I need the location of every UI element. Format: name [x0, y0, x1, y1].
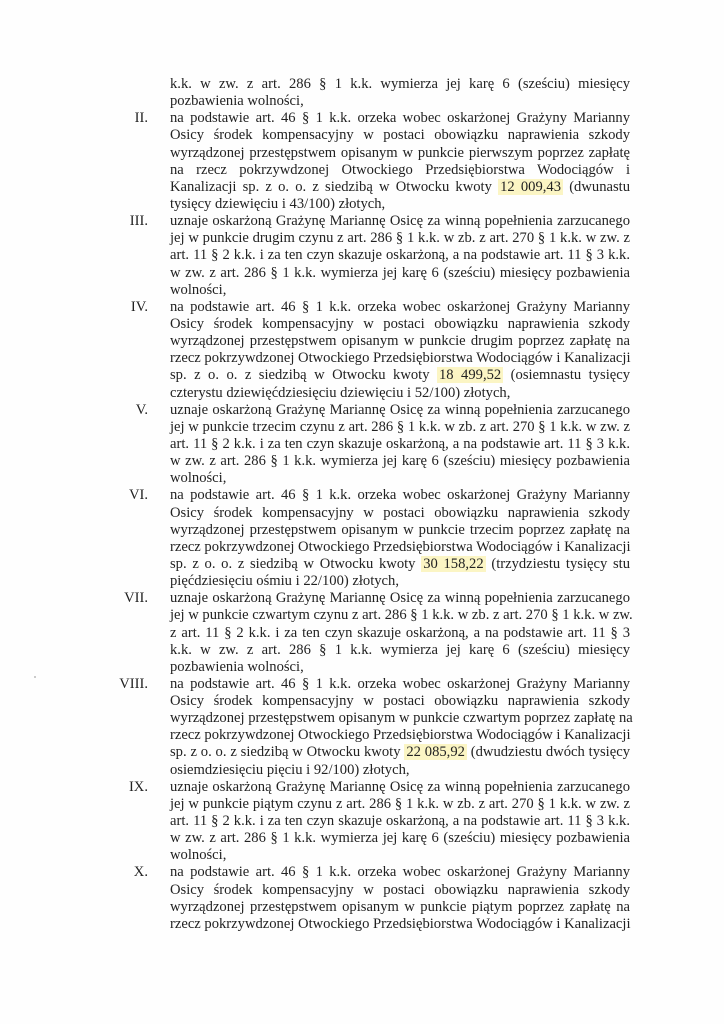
- verdict-list: [0, 76, 724, 933]
- text-line: jej w punkcie czwartym czynu z art. 286 § 1 k.k. w zb. z art. 270 § 1 k.k. w zw.: [170, 607, 633, 624]
- text-line: Kanalizacji sp. z o. o. z siedzibą w Otwocku kwoty 12 009,43 (dwunastu: [170, 178, 630, 195]
- text-line: jej w punkcie trzecim czynu z art. 286 § 1 k.k. w zb. z art. 270 § 1 k.k. w zw. z: [170, 418, 630, 435]
- item-numeral: IX.: [128, 778, 148, 795]
- item-numeral: VIII.: [119, 675, 148, 692]
- text-line: wolności,: [170, 847, 227, 864]
- text-line: czterystu dziewięćdziesięciu dziewięciu i 52/100) złotych,: [170, 384, 511, 401]
- item-numeral: V.: [135, 401, 148, 418]
- text-line: w zw. z art. 286 § 1 k.k. wymierza jej karę 6 (sześciu) miesięcy pozbawienia: [170, 830, 630, 847]
- item-numeral: X.: [133, 864, 148, 881]
- verdict-item-ii: [0, 110, 630, 213]
- text-line: wolności,: [170, 281, 227, 298]
- text-line: pięćdziesięciu ośmiu i 22/100) złotych,: [170, 573, 399, 590]
- verdict-item-ix: [0, 779, 630, 865]
- text-line: k.k. w zw. z art. 286 § 1 k.k. wymierza jej karę 6 (sześciu) miesięcy: [170, 641, 630, 658]
- text-line: osiemdziesięciu pięciu i 92/100) złotych,: [170, 761, 410, 778]
- text-line: na podstawie art. 46 § 1 k.k. orzeka wobec oskarżonej Grażyny Marianny: [170, 864, 630, 881]
- text-line: jej w punkcie piątym czynu z art. 286 § 1 k.k. w zb. z art. 270 § 1 k.k. w zw. z: [170, 795, 630, 812]
- text-line: rzecz pokrzywdzonej Otwockiego Przedsiębiorstwa Wodociągów i Kanalizacji: [170, 350, 631, 367]
- text-line: Osicy środek kompensacyjny w postaci obowiązku naprawienia szkody: [170, 881, 630, 898]
- verdict-item-v: [0, 402, 630, 488]
- text-line: tysięcy dziewięciu i 43/100) złotych,: [170, 195, 386, 212]
- highlighted-amount: 12 009,43: [500, 178, 562, 195]
- text-line: uznaje oskarżoną Grażynę Mariannę Osicę za winną popełnienia zarzucanego: [170, 778, 630, 795]
- verdict-item-iii: [0, 213, 630, 299]
- text-line: Osicy środek kompensacyjny w postaci obowiązku naprawienia szkody: [170, 504, 630, 521]
- text-line: sp. z o. o. z siedzibą w Otwocku kwoty 22 085,92 (dwudziestu dwóch tysięcy: [170, 744, 630, 761]
- text-line: na podstawie art. 46 § 1 k.k. orzeka wobec oskarżonej Grażyny Marianny: [170, 487, 630, 504]
- text-line: uznaje oskarżoną Grażynę Mariannę Osicę za winną popełnienia zarzucanego: [170, 213, 630, 230]
- text-line: wyrządzonej przestępstwem opisanym w punkcie trzecim poprzez zapłatę na: [170, 521, 630, 538]
- text-line: Osicy środek kompensacyjny w postaci obowiązku naprawienia szkody: [170, 315, 630, 332]
- highlighted-amount: 18 499,52: [439, 367, 502, 384]
- text-line: k.k. w zw. z art. 286 § 1 k.k. wymierza jej karę 6 (sześciu) miesięcy: [170, 76, 630, 92]
- text-line: w zw. z art. 286 § 1 k.k. wymierza jej karę 6 (sześciu) miesięcy pozbawienia: [170, 453, 630, 470]
- text-line: rzecz pokrzywdzonej Otwockiego Przedsiębiorstwa Wodociągów i Kanalizacji: [170, 538, 631, 555]
- text-line: art. 11 § 2 k.k. i za ten czyn skazuje oskarżoną, a na podstawie art. 11 § 3 k.k.: [170, 435, 630, 452]
- text-line: z art. 11 § 2 k.k. i za ten czyn skazuje oskarżoną, a na podstawie art. 11 § 3: [170, 624, 630, 641]
- text-line: wyrządzonej przestępstwem opisanym w punkcie pierwszym poprzez zapłatę: [170, 144, 630, 161]
- text-line: na podstawie art. 46 § 1 k.k. orzeka wobec oskarżonej Grażyny Marianny: [170, 110, 630, 127]
- text-line: wolności,: [170, 470, 227, 487]
- highlighted-amount: 30 158,22: [423, 555, 484, 572]
- text-line: uznaje oskarżoną Grażynę Mariannę Osicę za winną popełnienia zarzucanego: [170, 401, 630, 418]
- text-line: sp. z o. o. z siedzibą w Otwocku kwoty 30 158,22 (trzydziestu tysięcy stu: [170, 555, 631, 572]
- item-numeral: VII.: [124, 590, 148, 607]
- verdict-item-continuation: [0, 76, 630, 110]
- text-line: sp. z o. o. z siedzibą w Otwocku kwoty 18 499,52 (osiemnastu tysięcy: [170, 367, 630, 384]
- text-line: w zw. z art. 286 § 1 k.k. wymierza jej karę 6 (sześciu) miesięcy pozbawienia: [170, 264, 630, 281]
- text-line: art. 11 § 2 k.k. i za ten czyn skazuje oskarżoną, a na podstawie art. 11 § 3 k.k.: [170, 813, 630, 830]
- text-line: pozbawienia wolności,: [170, 658, 304, 675]
- highlighted-amount: 22 085,92: [406, 744, 465, 761]
- text-line: rzecz pokrzywdzonej Otwockiego Przedsiębiorstwa Wodociągów i Kanalizacji: [170, 727, 631, 744]
- text-line: wyrządzonej przestępstwem opisanym w punkcie czwartym poprzez zapłatę na: [170, 710, 633, 727]
- item-numeral: III.: [129, 213, 148, 230]
- verdict-item-vii: [0, 590, 633, 676]
- item-numeral: IV.: [130, 298, 148, 315]
- verdict-item-x: [0, 864, 630, 933]
- text-line: jej w punkcie drugim czynu z art. 286 § 1 k.k. w zb. z art. 270 § 1 k.k. w zw. z: [170, 230, 630, 247]
- item-numeral: VI.: [128, 487, 148, 504]
- text-line: na podstawie art. 46 § 1 k.k. orzeka wobec oskarżonej Grażyny Marianny: [170, 298, 630, 315]
- verdict-item-iv: [0, 299, 630, 402]
- text-line: Osicy środek kompensacyjny w postaci obowiązku naprawienia szkody: [170, 693, 630, 710]
- text-line: na rzecz pokrzywdzonej Otwockiego Przedsiębiorstwa Wodociągów i: [170, 161, 630, 178]
- scan-speck: [34, 676, 36, 678]
- text-line: pozbawienia wolności,: [170, 93, 304, 110]
- text-line: Osicy środek kompensacyjny w postaci obowiązku naprawienia szkody: [170, 127, 630, 144]
- text-line: wyrządzonej przestępstwem opisanym w punkcie piątym poprzez zapłatę na: [170, 898, 630, 915]
- verdict-item-vi: [0, 487, 630, 590]
- item-numeral: II.: [134, 110, 148, 127]
- text-line: rzecz pokrzywdzonej Otwockiego Przedsiębiorstwa Wodociągów i Kanalizacji: [170, 915, 631, 932]
- text-line: wyrządzonej przestępstwem opisanym w punkcie drugim poprzez zapłatę na: [170, 333, 630, 350]
- text-line: uznaje oskarżoną Grażynę Mariannę Osicę za winną popełnienia zarzucanego: [170, 590, 630, 607]
- text-line: na podstawie art. 46 § 1 k.k. orzeka wobec oskarżonej Grażyny Marianny: [170, 675, 630, 692]
- text-line: art. 11 § 2 k.k. i za ten czyn skazuje oskarżoną, a na podstawie art. 11 § 3 k.k.: [170, 247, 630, 264]
- verdict-item-viii: [0, 675, 633, 779]
